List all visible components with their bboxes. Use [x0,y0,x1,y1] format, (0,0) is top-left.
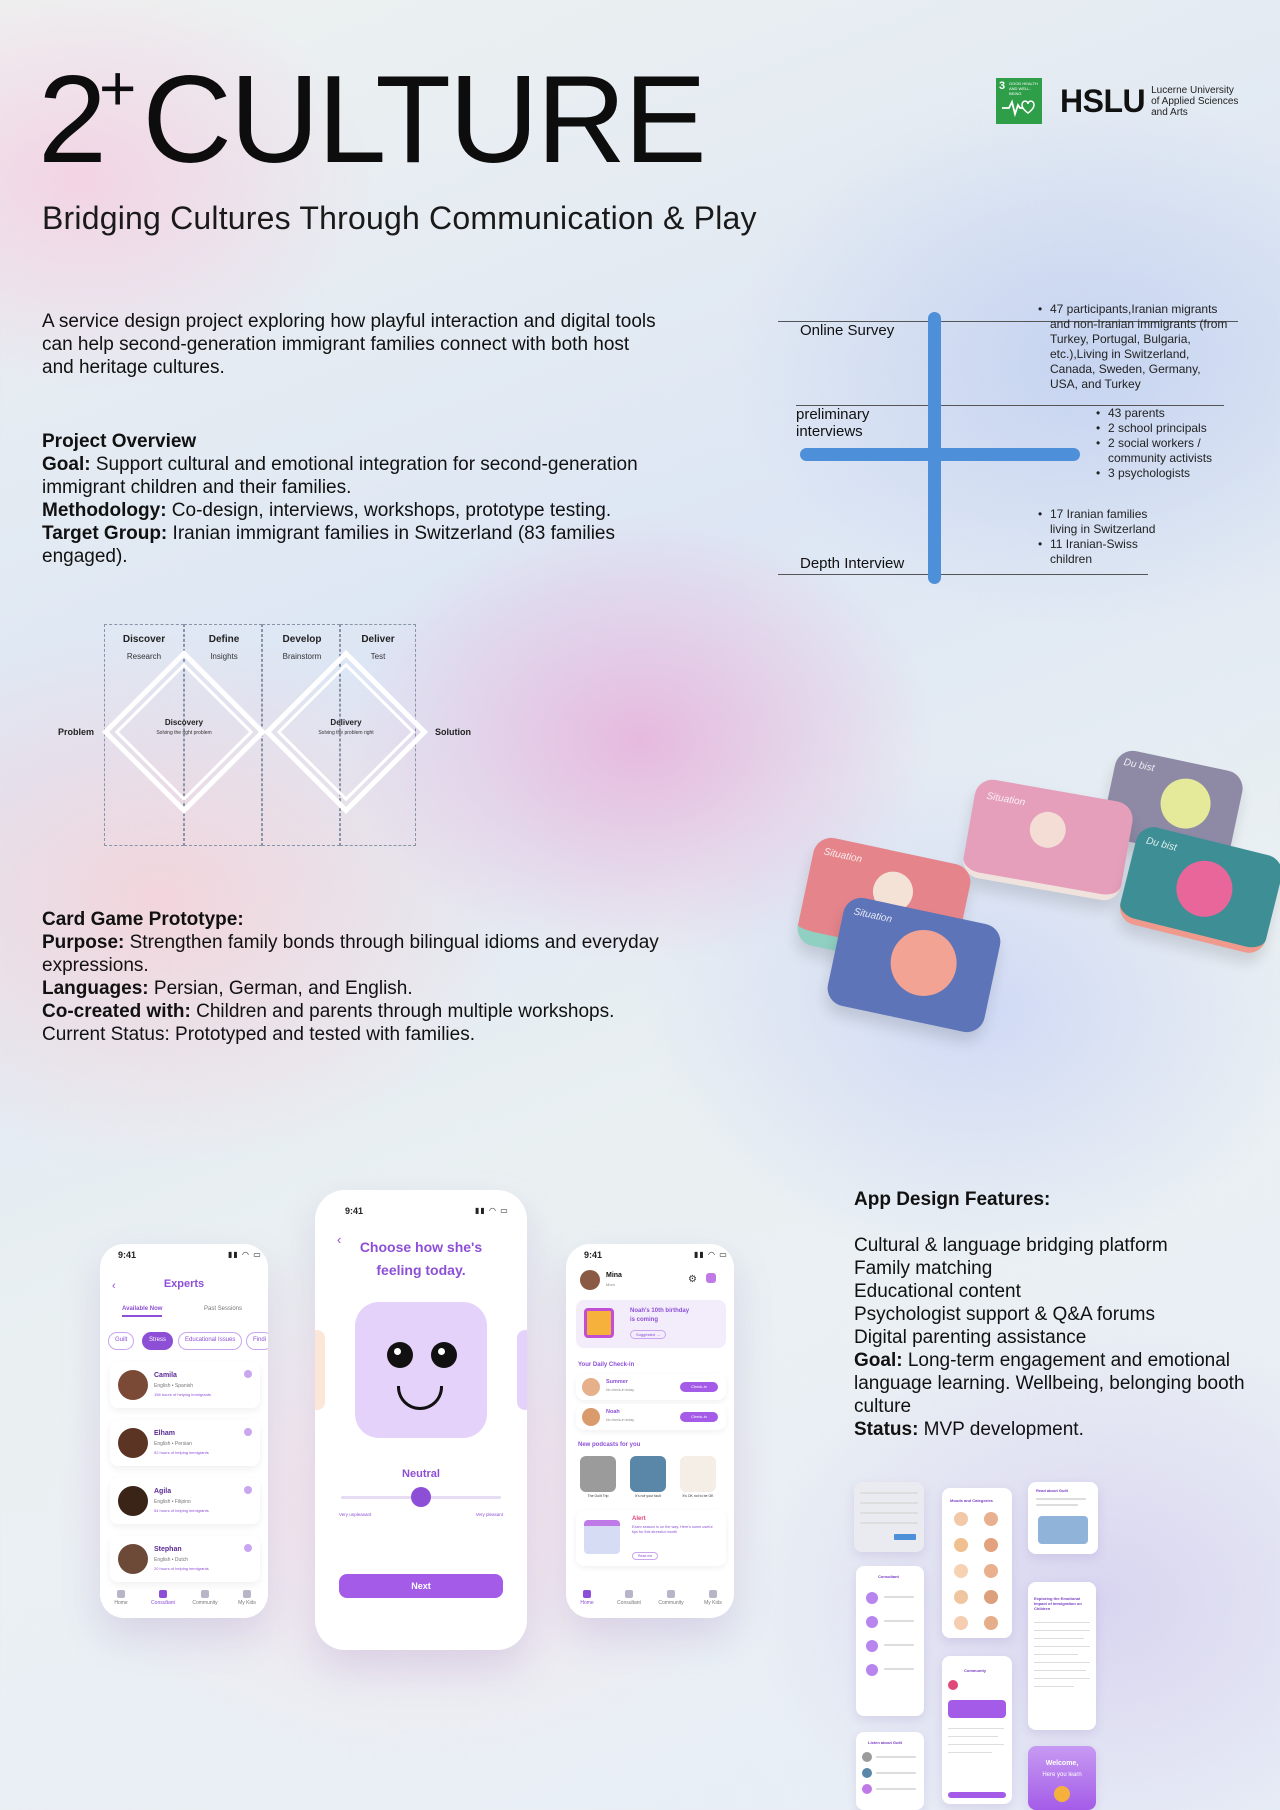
user-avatar[interactable] [580,1270,600,1290]
bottom-nav [566,1590,734,1606]
mini-screen-community: Community [942,1656,1012,1804]
avatar [118,1544,148,1574]
back-arrow-icon[interactable]: ‹ [112,1280,116,1292]
mood-label: Neutral [402,1468,440,1480]
notification-icon[interactable] [706,1273,716,1283]
feature-item: Psychologist support & Q&A forums [854,1304,1155,1325]
card-pink: Situation [961,777,1136,903]
research-list-interviews: • 43 parents • 2 school principals • 2 social workers / community activists • 3 psychologists [1096,406,1226,481]
mini-screen-article: Exploring the Emotional Impact of Immigration on Children [1028,1582,1096,1730]
phase-define: Define [208,634,240,645]
back-arrow-icon[interactable]: ‹ [337,1232,342,1247]
avatar [118,1370,148,1400]
mini-screen-read-guilt: Read about Guilt [1028,1482,1098,1554]
slider-left-label: Very unpleasant [339,1512,372,1517]
nav-home[interactable]: Home [101,1590,141,1606]
checkin-button[interactable]: Check-in [680,1412,718,1422]
card-blue: Situation [824,895,1003,1036]
expert-row[interactable]: Elham English • Persian 92 hours of helping immigrants [110,1420,260,1466]
app-features-heading: App Design Features: [854,1189,1051,1210]
card-grey: Du bist [1100,747,1246,862]
hslu-logo: HSLU Lucerne University of Applied Sciences and Arts [1060,82,1239,119]
checkin-heading: Your Daily Check-in [578,1362,635,1368]
suggested-button[interactable]: Suggested → [630,1330,666,1339]
project-overview: Project Overview Goal: Support cultural and emotional integration for second-generation immigrant children and their families. Methodology: Co-design, interviews, workshops, prototype testing. Target Group: Iranian immigrant families in Switzerland (83 families engaged). [42,431,638,567]
checkin-row: Summer No check-in today Check-in [576,1374,726,1400]
calendar-icon [584,1520,620,1554]
research-list-survey: • 47 participants,Iranian migrants and non-Iranian immigrants (from Turkey, Portugal, Bulgaria, etc.),Living in Switzerland, Canada, Sweden, Germany, USA, and Turkey [1038,302,1228,392]
chat-icon[interactable] [244,1486,252,1494]
avatar [118,1428,148,1458]
discovery-label: Discovery [164,718,204,727]
problem-label: Problem [58,727,95,737]
read-me-button[interactable]: Read me [632,1552,658,1560]
coin-icon [1054,1786,1070,1802]
nav-my-kids[interactable]: My Kids [693,1590,733,1606]
podcast-tile[interactable] [580,1456,616,1492]
nav-consultant[interactable]: Consultant [143,1590,183,1606]
phase-deliver: Deliver [361,634,395,645]
podcast-tile[interactable] [630,1456,666,1492]
research-label-interviews: preliminary interviews [796,406,870,440]
next-mood-peek[interactable] [517,1330,527,1410]
sdg-logo: 3 GOOD HEALTH AND WELL-BEING [996,78,1042,124]
birthday-card[interactable]: Noah's 10th birthday is coming Suggested → [576,1300,726,1348]
chip-educational[interactable]: Educational Issues [178,1332,242,1350]
research-horizontal-bar [800,448,1080,461]
expert-row[interactable]: Camila English • Spanish 156 hours of helping immigrants [110,1362,260,1408]
slider-right-label: Very pleasant [475,1512,503,1517]
card-teal: Du bist [1116,823,1280,956]
research-label-depth: Depth Interview [800,555,905,572]
expert-row[interactable]: Stephan English • Dutch 20 hours of helping immigrants [110,1536,260,1582]
tab-available-now[interactable]: Available Now [122,1306,162,1317]
overview-heading: Project Overview [42,431,197,452]
phone-mood-screen: 9:41 ▮▮ ◠ ▭ ‹ Choose how she's feeling today. Neutral Very unpleasant Very pleasant Next [315,1190,527,1650]
podcast-heading: New podcasts for you [578,1442,641,1448]
nav-community[interactable]: Community [185,1590,225,1606]
mood-slider-knob[interactable] [411,1487,431,1507]
nav-home[interactable]: Home [567,1590,607,1606]
experts-title: Experts [163,1278,205,1290]
alert-card[interactable]: Alert Exam season is on the way. Here's some useful tips for this stressful month Read me [576,1510,726,1566]
phone-experts-screen: 9:41 ▮▮ ◠ ▭ ‹ Experts Available Now Past Sessions Guilt Stress Educational Issues Findi Camila English • Spanish 156 hours of helping immigrants Elham English • Persian 92 hours of helping immigrants Agila English • Filipino 54 hours of helping immigrants Stephan English • Dutch 20 hours of helping immigrants Home Consultant Community My Kids [100,1244,268,1618]
gift-icon [584,1308,614,1338]
poster-title: 2+CULTURE [38,51,705,189]
user-name: Mina [606,1272,622,1279]
poster-subtitle: Bridging Cultures Through Communication & Play [42,200,757,236]
left-eye [387,1342,413,1368]
mini-screen-consultant: Consultant [856,1566,924,1716]
settings-gear-icon[interactable]: ⚙ [688,1274,697,1285]
intro-paragraph: A service design project exploring how playful interaction and digital tools can help second-generation immigrant families connect with both host and heritage cultures. [42,311,656,378]
right-eye [431,1342,457,1368]
next-button[interactable]: Next [339,1574,503,1598]
tab-past-sessions[interactable]: Past Sessions [204,1306,243,1312]
card-game-heading: Card Game Prototype: [42,909,244,930]
card-game-description: Card Game Prototype: Purpose: Strengthen family bonds through bilingual idioms and everyday expressions. Languages: Persian, German, and English. Co-created with: Children and parents through multiple workshops. Current Status: Prototyped and tested with families. [42,909,659,1045]
chip-guilt[interactable]: Guilt [108,1332,134,1350]
heartbeat-icon [1001,96,1037,118]
nav-consultant[interactable]: Consultant [609,1590,649,1606]
feature-item: Family matching [854,1258,993,1279]
feature-item: Educational content [854,1281,1021,1302]
feature-item: Cultural & language bridging platform [854,1235,1168,1256]
research-diagram [776,300,1236,590]
checkin-row: Noah No check-in today Check-in [576,1404,726,1430]
chat-icon[interactable] [244,1544,252,1552]
bottom-nav [100,1590,268,1606]
research-list-depth: • 17 Iranian families living in Switzerland • 11 Iranian-Swiss children [1038,507,1168,567]
mood-face [355,1302,487,1438]
checkin-button[interactable]: Check-in [680,1382,718,1392]
research-label-survey: Online Survey [800,322,895,339]
mini-screen-moods: Moods and Categories [942,1488,1012,1638]
chat-icon[interactable] [244,1370,252,1378]
nav-my-kids[interactable]: My Kids [227,1590,267,1606]
mini-screen-welcome: Welcome, Here you learn [1028,1746,1096,1810]
logo-bar [996,78,1238,124]
avatar [582,1408,600,1426]
user-role: Mom [606,1282,615,1287]
phase-develop: Develop [282,634,322,645]
double-diamond-diagram: Discover Research Define Insights Develop Brainstorm Deliver Test Discovery Solving the right problem Delivery Solving the problem right Problem Solution [50,620,480,850]
delivery-label: Delivery [330,718,362,727]
chip-finding[interactable]: Findi [246,1332,268,1350]
solution-label: Solution [435,727,471,737]
phone-home-screen: 9:41 ▮▮ ◠ ▭ Mina Mom ⚙ Noah's 10th birthday is coming Suggested → Your Daily Check-in Summer No check-in today Check-in Noah No check-in today Check-in New podcasts for you The Guilt Trip It's not your fault It's OK not to be OK Alert Exam season is on the way. Here's some useful tips for this stressful month Read me Home Consultant Community My Kids [566,1244,734,1618]
smile [397,1386,443,1410]
feature-item: Digital parenting assistance [854,1327,1087,1348]
mini-screen-keyboard [854,1482,924,1552]
expert-row[interactable]: Agila English • Filipino 54 hours of helping immigrants [110,1478,260,1524]
avatar [118,1486,148,1516]
nav-community[interactable]: Community [651,1590,691,1606]
app-design-features: App Design Features: Cultural & language bridging platform Family matching Educational content Psychologist support & Q&A forums Digital parenting assistance Goal: Long-term engagement and emotional language learning. Wellbeing, belonging booth culture Status: MVP development. [854,1188,1254,1441]
mood-title: Choose how she's feeling today. [359,1239,483,1278]
chat-icon[interactable] [244,1428,252,1436]
podcast-tile[interactable] [680,1456,716,1492]
card-game-photo [796,750,1280,1060]
card-coral: Situation [794,835,973,976]
prev-mood-peek[interactable] [315,1330,325,1410]
mini-screen-listen: Listen about Guilt [856,1732,924,1810]
avatar [582,1378,600,1396]
phase-discover: Discover [122,634,166,645]
chip-stress[interactable]: Stress [142,1332,173,1350]
